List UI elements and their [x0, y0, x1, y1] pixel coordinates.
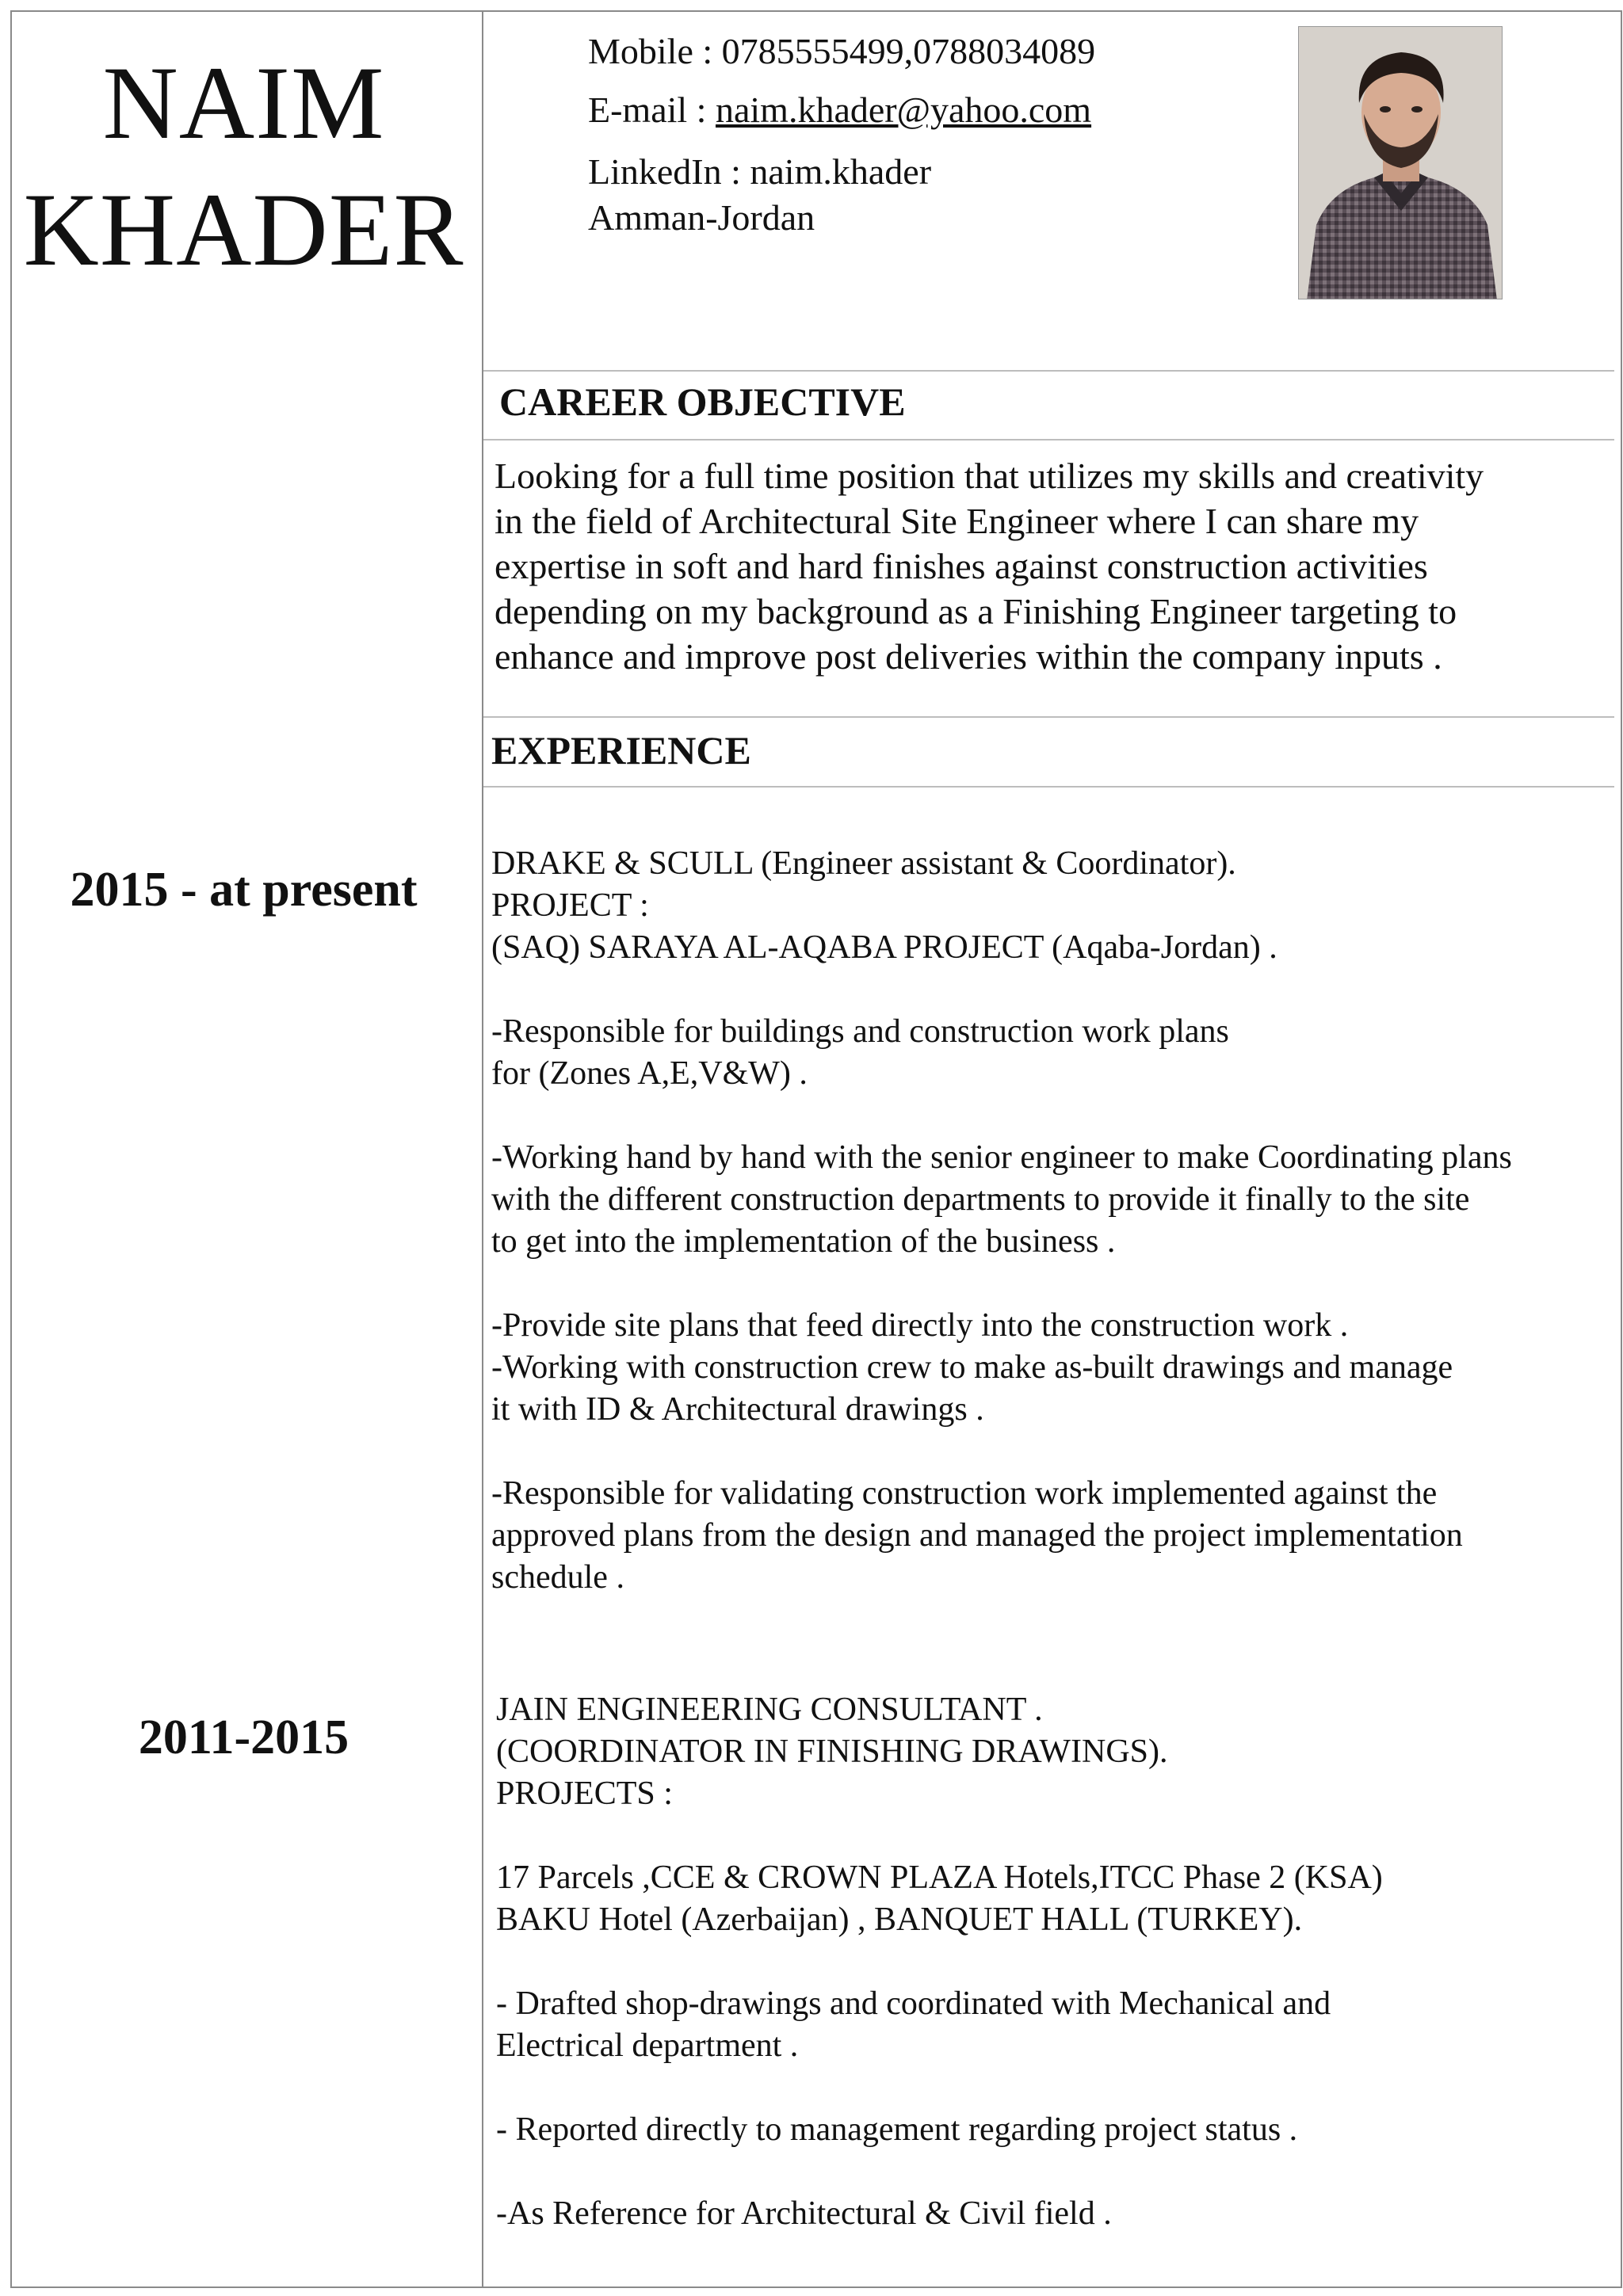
- objective-line: depending on my background as a Finishing Engineer targeting to: [495, 591, 1457, 631]
- job-line: Electrical department .: [496, 2027, 799, 2064]
- email-line: [588, 89, 1091, 131]
- profile-photo: [1298, 26, 1503, 299]
- job-details: [491, 843, 1512, 1599]
- job-line: - Drafted shop-drawings and coordinated with Mechanical and: [496, 1985, 1331, 2022]
- objective-line: in the field of Architectural Site Engineer where I can share my: [495, 501, 1419, 541]
- job-line: [496, 2151, 1383, 2193]
- email-label: E-mail :: [588, 90, 716, 130]
- job-line: with the different construction departments to provide it finally to the site: [491, 1181, 1470, 1218]
- job-line: for (Zones A,E,V&W) .: [491, 1055, 808, 1092]
- job-line: (COORDINATOR IN FINISHING DRAWINGS).: [496, 1733, 1168, 1770]
- job-line: -Provide site plans that feed directly into the construction work .: [491, 1307, 1349, 1344]
- job-line: PROJECT :: [491, 887, 649, 924]
- job-line: DRAKE & SCULL (Engineer assistant & Coordinator).: [491, 845, 1236, 882]
- job-line: JAIN ENGINEERING CONSULTANT .: [496, 1691, 1043, 1728]
- job-line: -Working with construction crew to make as-built drawings and manage: [491, 1349, 1453, 1386]
- divider-experience-top: [483, 716, 1614, 718]
- job-line: -Responsible for buildings and construction work plans: [491, 1013, 1229, 1050]
- career-objective-heading: CAREER OBJECTIVE: [499, 379, 906, 424]
- divider-objective-bottom: [483, 439, 1614, 441]
- job-details: [496, 1689, 1383, 2235]
- job-line: -Working hand by hand with the senior engineer to make Coordinating plans: [491, 1139, 1512, 1176]
- job-period: 2011-2015: [138, 1711, 349, 1764]
- job-line: [491, 1095, 1512, 1137]
- objective-line: enhance and improve post deliveries within the company inputs .: [495, 636, 1442, 677]
- job-line: [491, 969, 1512, 1011]
- name-last: KHADER: [23, 171, 464, 288]
- job-line: [491, 1263, 1512, 1305]
- job-line: PROJECTS :: [496, 1775, 673, 1812]
- job-period: 2015 - at present: [70, 863, 418, 917]
- candidate-name: [16, 40, 472, 293]
- experience-heading: EXPERIENCE: [491, 728, 751, 772]
- linkedin-line: LinkedIn : naim.khader: [588, 151, 932, 192]
- job-line: it with ID & Architectural drawings .: [491, 1391, 984, 1428]
- job-line: -Responsible for validating construction work implemented against the: [491, 1475, 1438, 1512]
- job-line: - Reported directly to management regarding project status .: [496, 2111, 1298, 2148]
- job-line: [491, 1431, 1512, 1473]
- objective-line: Looking for a full time position that utilizes my skills and creativity: [495, 456, 1484, 496]
- divider-objective-top: [483, 370, 1614, 372]
- job-line: [496, 1941, 1383, 1983]
- mobile-line: Mobile : 0785555499,0788034089: [588, 31, 1096, 71]
- job-line: -As Reference for Architectural & Civil field .: [496, 2195, 1112, 2232]
- job-line: approved plans from the design and managed the project implementation: [491, 1517, 1463, 1554]
- column-divider: [482, 10, 483, 2288]
- profile-photo-image: [1299, 27, 1503, 299]
- job-line: [496, 2067, 1383, 2109]
- email-link[interactable]: naim.khader@yahoo.com: [715, 90, 1092, 130]
- divider-experience-bottom: [483, 786, 1614, 788]
- job-line: to get into the implementation of the business .: [491, 1223, 1116, 1260]
- job-line: 17 Parcels ,CCE & CROWN PLAZA Hotels,ITCC Phase 2 (KSA): [496, 1859, 1383, 1896]
- objective-line: expertise in soft and hard finishes against construction activities: [495, 546, 1428, 586]
- job-line: schedule .: [491, 1559, 624, 1596]
- job-line: BAKU Hotel (Azerbaijan) , BANQUET HALL (TURKEY).: [496, 1901, 1303, 1938]
- name-first: NAIM: [102, 44, 385, 161]
- career-objective-text: [495, 453, 1612, 679]
- job-line: [496, 1815, 1383, 1857]
- job-line: (SAQ) SARAYA AL-AQABA PROJECT (Aqaba-Jordan) .: [491, 929, 1277, 966]
- location-line: Amman-Jordan: [588, 197, 815, 238]
